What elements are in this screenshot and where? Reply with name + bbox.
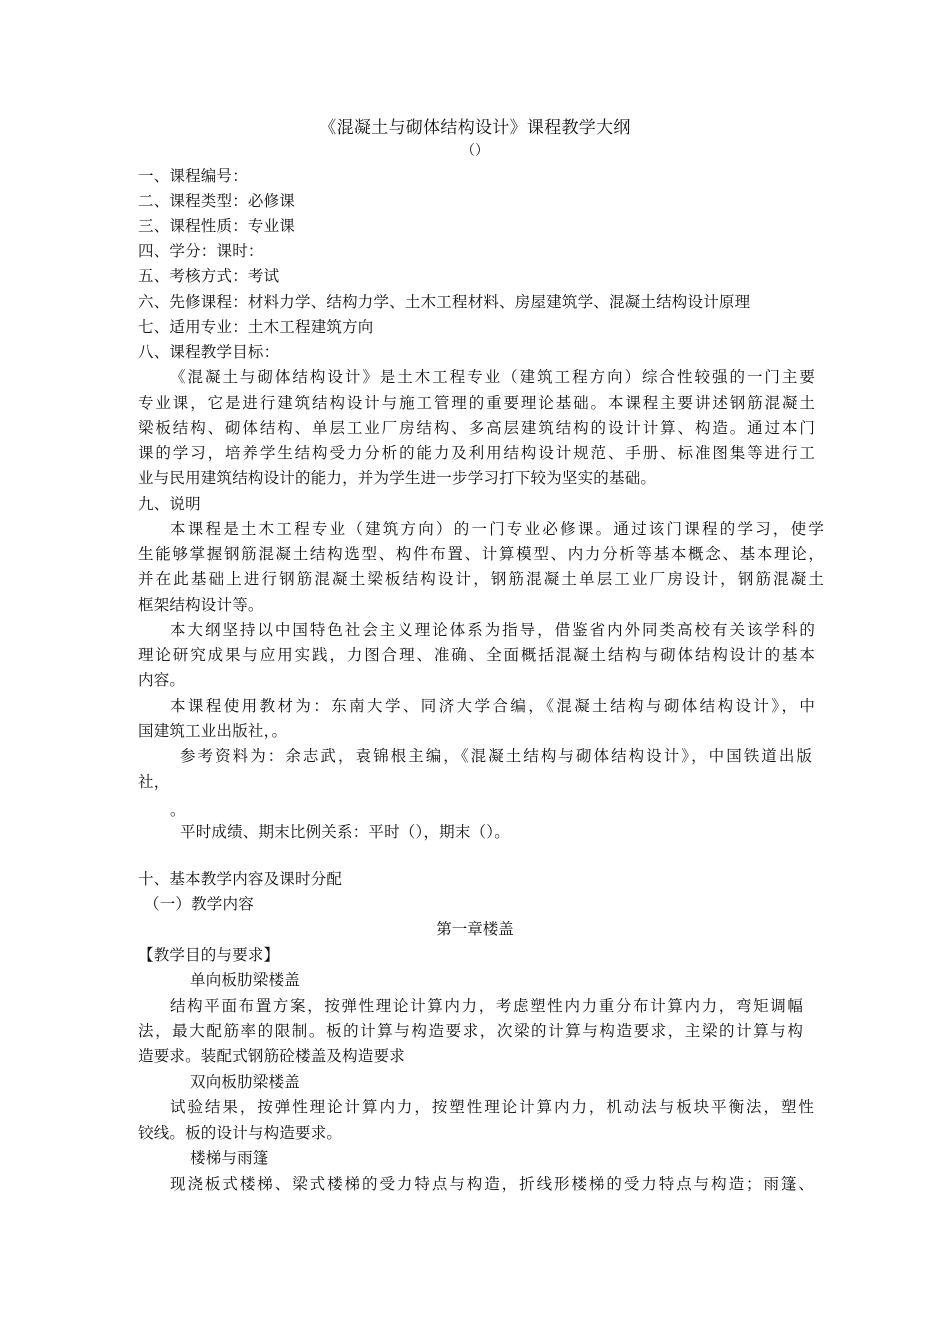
document-title: 《混凝土与砌体结构设计》课程教学大纲: [319, 118, 631, 138]
reference-line: 社，: [138, 773, 170, 791]
teaching-goals-heading: 【教学目的与要求】: [138, 946, 280, 964]
topic-text-line: 现浇板式楼梯、梁式楼梯的受力特点与构造，折线形楼梯的受力特点与构造；雨篷、: [170, 1175, 814, 1193]
topic-text-line: 法，最大配筋率的限制。板的计算与构造要求，次梁的计算与构造要求，主梁的计算与构: [138, 1022, 803, 1040]
section-notes-heading: 九、说明: [138, 495, 201, 513]
item-credits: 四、学分：课时：: [138, 242, 264, 260]
objective-line: 《混凝土与砌体结构设计》是土木工程专业（建筑工程方向）综合性较强的一门主要: [170, 368, 815, 386]
notes-paragraph-line: 并在此基础上进行钢筋混凝土梁板结构设计，钢筋混凝土单层工业厂房设计，钢筋混凝土: [138, 570, 824, 588]
textbook-line: 本课程使用教材为：东南大学、同济大学合编，《混凝土结构与砌体结构设计》，中: [170, 697, 815, 715]
objective-line: 梁板结构、砌体结构、单层工业厂房结构、多高层建筑结构的设计计算、构造。通过本门: [138, 419, 815, 437]
notes-paragraph-line: 生能够掌握钢筋混凝土结构选型、构件布置、计算模型、内力分析等基本概念、基本理论，: [138, 545, 824, 563]
notes-paragraph-line: 本课程是土木工程专业（建筑方向）的一门专业必修课。通过该门课程的学习，使学: [170, 520, 824, 538]
topic-text-line: 铰线。板的设计与构造要求。: [138, 1124, 343, 1142]
grading-ratio: 平时成绩、期末比例关系：平时（），期末（）。: [180, 823, 510, 841]
textbook-line: 国建筑工业出版社，。: [138, 722, 288, 740]
stray-period: 。: [170, 801, 186, 819]
syllabus-basis-line: 内容。: [138, 671, 186, 689]
topic-heading: 双向板肋梁楼盖: [190, 1073, 300, 1091]
reference-line: 参考资料为：余志武，袁锦根主编，《混凝土结构与砌体结构设计》，中国铁道出版: [180, 747, 812, 765]
syllabus-basis-line: 理论研究成果与应用实践，力图合理、准确、全面概括混凝土结构与砌体结构设计的基本: [138, 646, 815, 664]
topic-text-line: 试验结果，按弹性理论计算内力，按塑性理论计算内力，机动法与板块平衡法，塑性: [170, 1098, 814, 1116]
objective-line: 业与民用建筑结构设计的能力，并为学生进一步学习打下较为坚实的基础。: [138, 469, 657, 487]
syllabus-basis-line: 本大纲坚持以中国特色社会主义理论体系为指导，借鉴省内外同类高校有关该学科的: [170, 621, 815, 639]
subsection-teaching-content: （一）教学内容: [144, 895, 254, 913]
item-course-type: 二、课程类型：必修课: [138, 192, 296, 210]
item-course-code: 一、课程编号：: [138, 167, 248, 185]
topic-text-line: 造要求。装配式钢筋砼楼盖及构造要求: [138, 1047, 405, 1065]
item-assessment: 五、考核方式：考试: [138, 267, 280, 285]
section-content-heading: 十、基本教学内容及课时分配: [138, 870, 343, 888]
objective-line: 专业课，它是进行建筑结构设计与施工管理的重要理论基础。本课程主要讲述钢筋混凝土: [138, 394, 815, 412]
notes-paragraph-line: 框架结构设计等。: [138, 596, 264, 614]
item-objectives-heading: 八、课程教学目标：: [138, 343, 280, 361]
objective-line: 课的学习，培养学生结构受力分析的能力及利用结构设计规范、手册、标准图集等进行工: [138, 444, 815, 462]
topic-heading: 楼梯与雨篷: [190, 1149, 269, 1167]
topic-text-line: 结构平面布置方案，按弹性理论计算内力，考虑塑性内力重分布计算内力，弯矩调幅: [170, 997, 803, 1015]
chapter-heading: 第一章楼盖: [436, 920, 514, 938]
item-major: 七、适用专业：土木工程建筑方向: [138, 318, 374, 336]
topic-heading: 单向板肋梁楼盖: [190, 971, 300, 989]
item-prerequisites: 六、先修课程：材料力学、结构力学、土木工程材料、房屋建筑学、混凝土结构设计原理: [138, 293, 751, 311]
document-subtitle: （）: [461, 143, 489, 159]
item-course-nature: 三、课程性质：专业课: [138, 217, 296, 235]
